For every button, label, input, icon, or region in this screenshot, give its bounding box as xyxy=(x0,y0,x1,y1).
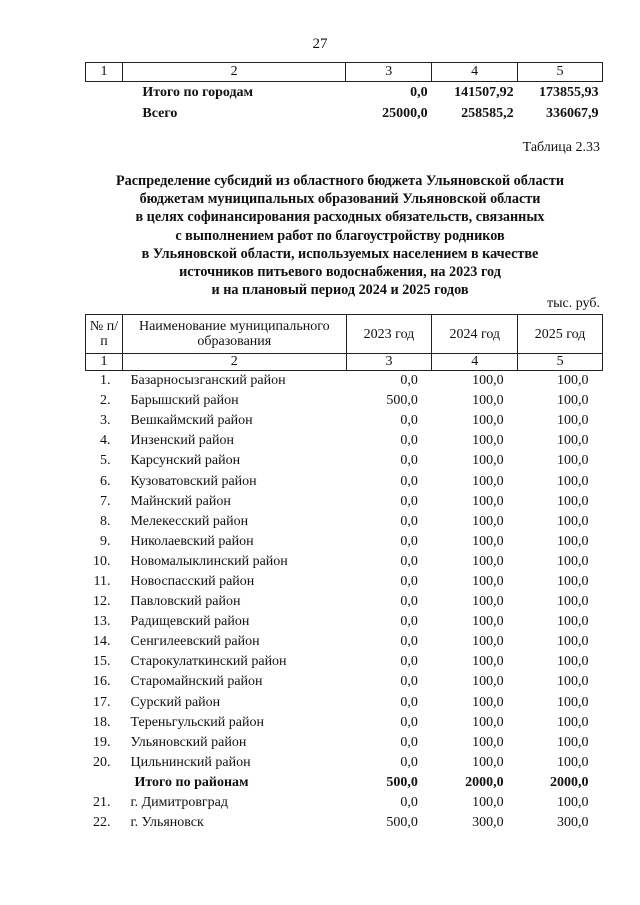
col-number-3: 3 xyxy=(346,63,432,82)
total-districts-row xyxy=(86,773,603,793)
district-name: Итого по районам xyxy=(134,774,249,790)
value-2024: 100,0 xyxy=(472,553,504,569)
value-2023: 0,0 xyxy=(400,473,418,489)
table-row xyxy=(86,391,603,411)
value-2025: 100,0 xyxy=(557,393,589,409)
district-name: Инзенский район xyxy=(130,433,235,449)
col-number-1: 1 xyxy=(86,63,123,82)
district-name: Базарносызганский район xyxy=(130,373,286,389)
value-2025: 100,0 xyxy=(557,533,589,549)
table-row xyxy=(86,572,603,592)
value-2023: 0,0 xyxy=(400,373,418,389)
row-index: 10. xyxy=(92,553,111,569)
value-2023: 0,0 xyxy=(400,513,418,529)
heading-line: в целях софинансирования расходных обязательств, связанных xyxy=(135,209,545,226)
table-row xyxy=(86,592,603,612)
district-name: Николаевский район xyxy=(130,533,254,549)
value-2024: 100,0 xyxy=(472,614,504,630)
value-2024: 100,0 xyxy=(472,654,504,670)
col-number-4: 4 xyxy=(432,63,518,82)
value-2023: 25000,0 xyxy=(382,105,428,121)
row-index: 12. xyxy=(92,594,111,610)
table-row xyxy=(86,753,603,773)
total-cities-row xyxy=(86,82,603,104)
value-2023: 500,0 xyxy=(386,393,418,409)
value-2023: 0,0 xyxy=(400,614,418,630)
value-2024: 258585,2 xyxy=(461,105,514,121)
col-number-2: 2 xyxy=(122,63,345,82)
heading-line: и на плановый период 2024 и 2025 годов xyxy=(211,282,469,299)
table-label: Таблица 2.33 xyxy=(522,140,600,155)
district-name: Новоспасский район xyxy=(130,573,255,589)
value-2023: 0,0 xyxy=(400,674,418,690)
value-2023: 0,0 xyxy=(400,573,418,589)
value-2025: 100,0 xyxy=(557,594,589,610)
value-2024: 100,0 xyxy=(472,674,504,690)
value-2023: 0,0 xyxy=(400,714,418,730)
value-2024: 100,0 xyxy=(472,373,504,389)
row-index: 22. xyxy=(92,815,111,831)
row-index: 7. xyxy=(99,493,111,509)
table-row xyxy=(86,492,603,512)
heading-line: с выполнением работ по благоустройству родников xyxy=(175,227,505,244)
value-2025: 100,0 xyxy=(557,373,589,389)
value-2025: 100,0 xyxy=(557,413,589,429)
row-name: Итого по городам xyxy=(142,84,254,100)
heading-line: в Ульяновской области, используемых населением в качестве xyxy=(141,245,539,262)
district-name: Сурский район xyxy=(130,694,221,710)
value-2023: 0,0 xyxy=(400,453,418,469)
row-index: 20. xyxy=(92,754,111,770)
table-row xyxy=(86,411,603,431)
value-2024: 100,0 xyxy=(472,795,504,811)
value-2025: 100,0 xyxy=(557,573,589,589)
table-row xyxy=(86,512,603,532)
value-2024: 100,0 xyxy=(472,634,504,650)
row-index: 8. xyxy=(99,513,111,529)
value-2024: 100,0 xyxy=(472,714,504,730)
district-name: Кузоватовский район xyxy=(130,473,257,489)
table-heading xyxy=(60,172,620,299)
value-2023: 0,0 xyxy=(400,754,418,770)
header-num: № п/п xyxy=(86,315,123,354)
value-2023: 0,0 xyxy=(400,795,418,811)
header-row xyxy=(86,315,603,354)
district-name: Барышский район xyxy=(130,393,239,409)
table-row xyxy=(86,813,603,833)
header-2023: 2023 год xyxy=(346,315,432,354)
value-2025: 336067,9 xyxy=(546,105,599,121)
row-index: 18. xyxy=(92,714,111,730)
value-2024: 100,0 xyxy=(472,413,504,429)
value-2025: 100,0 xyxy=(557,754,589,770)
value-2023: 0,0 xyxy=(410,84,428,100)
heading-line: бюджетам муниципальных образований Ульяновской области xyxy=(139,191,541,208)
row-index: 21. xyxy=(92,795,111,811)
value-2023: 0,0 xyxy=(400,533,418,549)
district-name: Тереньгульский район xyxy=(130,714,264,730)
value-2023: 0,0 xyxy=(400,433,418,449)
row-index: 11. xyxy=(93,573,111,589)
value-2024: 100,0 xyxy=(472,513,504,529)
table-row xyxy=(86,371,603,392)
district-name: Старомайнский район xyxy=(130,674,263,690)
units-label: тыс. руб. xyxy=(547,296,600,311)
value-2024: 100,0 xyxy=(472,533,504,549)
value-2023: 0,0 xyxy=(400,734,418,750)
value-2024: 100,0 xyxy=(472,754,504,770)
value-2023: 0,0 xyxy=(400,634,418,650)
value-2025: 100,0 xyxy=(557,513,589,529)
value-2024: 100,0 xyxy=(472,393,504,409)
district-name: Цильнинский район xyxy=(130,754,251,770)
value-2025: 100,0 xyxy=(557,634,589,650)
table-row xyxy=(86,652,603,672)
table-row xyxy=(86,632,603,652)
row-index: 5. xyxy=(99,453,111,469)
row-index: 13. xyxy=(92,614,111,630)
header-2025: 2025 год xyxy=(518,315,603,354)
value-2023: 0,0 xyxy=(400,594,418,610)
column-number-row xyxy=(86,63,603,82)
header-2024: 2024 год xyxy=(432,315,518,354)
col-number-5: 5 xyxy=(518,63,603,82)
value-2025: 100,0 xyxy=(557,473,589,489)
value-2024: 141507,92 xyxy=(454,84,514,100)
value-2024: 100,0 xyxy=(472,734,504,750)
row-index: 17. xyxy=(92,694,111,710)
value-2024: 100,0 xyxy=(472,594,504,610)
value-2024: 100,0 xyxy=(472,694,504,710)
district-name: Павловский район xyxy=(130,594,241,610)
value-2024: 100,0 xyxy=(472,453,504,469)
value-2025: 100,0 xyxy=(557,614,589,630)
table-row xyxy=(86,471,603,491)
district-name: Мелекесский район xyxy=(130,513,249,529)
value-2025: 100,0 xyxy=(557,714,589,730)
value-2025: 100,0 xyxy=(557,734,589,750)
value-2024: 100,0 xyxy=(472,433,504,449)
value-2025: 100,0 xyxy=(557,433,589,449)
col-number-2: 2 xyxy=(122,354,346,371)
row-index: 1. xyxy=(99,373,111,389)
col-number-3: 3 xyxy=(346,354,432,371)
district-name: Майнский район xyxy=(130,493,231,509)
row-index: 9. xyxy=(99,533,111,549)
value-2023: 0,0 xyxy=(400,694,418,710)
district-name: Сенгилеевский район xyxy=(130,634,260,650)
heading-line: Распределение субсидий из областного бюджета Ульяновской области xyxy=(116,173,564,189)
value-2025: 100,0 xyxy=(557,694,589,710)
row-index: 6. xyxy=(99,473,111,489)
heading-line: источников питьевого водоснабжения, на 2023 год xyxy=(179,264,501,281)
value-2025: 173855,93 xyxy=(539,84,599,100)
row-index: 2. xyxy=(99,393,111,409)
table-row xyxy=(86,713,603,733)
district-name: Новомалыклинский район xyxy=(130,553,288,569)
continuation-table xyxy=(85,62,603,124)
table-row xyxy=(86,793,603,813)
value-2025: 100,0 xyxy=(557,493,589,509)
value-2023: 500,0 xyxy=(386,774,418,790)
col-number-1: 1 xyxy=(86,354,123,371)
page-number: 27 xyxy=(312,36,328,52)
value-2024: 100,0 xyxy=(472,573,504,589)
table-row xyxy=(86,672,603,692)
column-number-row xyxy=(86,354,603,371)
value-2024: 2000,0 xyxy=(465,774,504,790)
value-2025: 100,0 xyxy=(557,654,589,670)
district-name: Карсунский район xyxy=(130,453,241,469)
district-name: Старокулаткинский район xyxy=(130,654,287,670)
row-index: 16. xyxy=(92,674,111,690)
row-index: 14. xyxy=(92,634,111,650)
value-2025: 100,0 xyxy=(557,453,589,469)
col-number-4: 4 xyxy=(432,354,518,371)
district-name: Вешкаймский район xyxy=(130,413,253,429)
value-2024: 100,0 xyxy=(472,473,504,489)
table-row xyxy=(86,431,603,451)
value-2025: 300,0 xyxy=(557,815,589,831)
district-name: г. Ульяновск xyxy=(130,815,204,831)
value-2023: 500,0 xyxy=(386,815,418,831)
value-2025: 100,0 xyxy=(557,674,589,690)
table-row xyxy=(86,733,603,753)
header-name: Наименование муниципального образования xyxy=(122,315,346,354)
table-row xyxy=(86,612,603,632)
table-row xyxy=(86,532,603,552)
table-row xyxy=(86,451,603,471)
row-index: 4. xyxy=(99,433,111,449)
district-name: Ульяновский район xyxy=(130,734,247,750)
subsidy-table xyxy=(85,314,603,833)
row-index: 15. xyxy=(92,654,111,670)
row-name: Всего xyxy=(142,105,178,121)
value-2023: 0,0 xyxy=(400,654,418,670)
row-index xyxy=(86,773,123,793)
col-number-5: 5 xyxy=(518,354,603,371)
grand-total-row xyxy=(86,103,603,124)
table-row xyxy=(86,552,603,572)
value-2023: 0,0 xyxy=(400,553,418,569)
district-name: Радищевский район xyxy=(130,614,250,630)
value-2024: 300,0 xyxy=(472,815,504,831)
row-index: 19. xyxy=(92,734,111,750)
value-2024: 100,0 xyxy=(472,493,504,509)
value-2025: 100,0 xyxy=(557,553,589,569)
district-name: г. Димитровград xyxy=(130,795,229,811)
value-2023: 0,0 xyxy=(400,413,418,429)
row-index: 3. xyxy=(99,413,111,429)
value-2025: 100,0 xyxy=(557,795,589,811)
value-2023: 0,0 xyxy=(400,493,418,509)
value-2025: 2000,0 xyxy=(550,774,589,790)
table-row xyxy=(86,693,603,713)
